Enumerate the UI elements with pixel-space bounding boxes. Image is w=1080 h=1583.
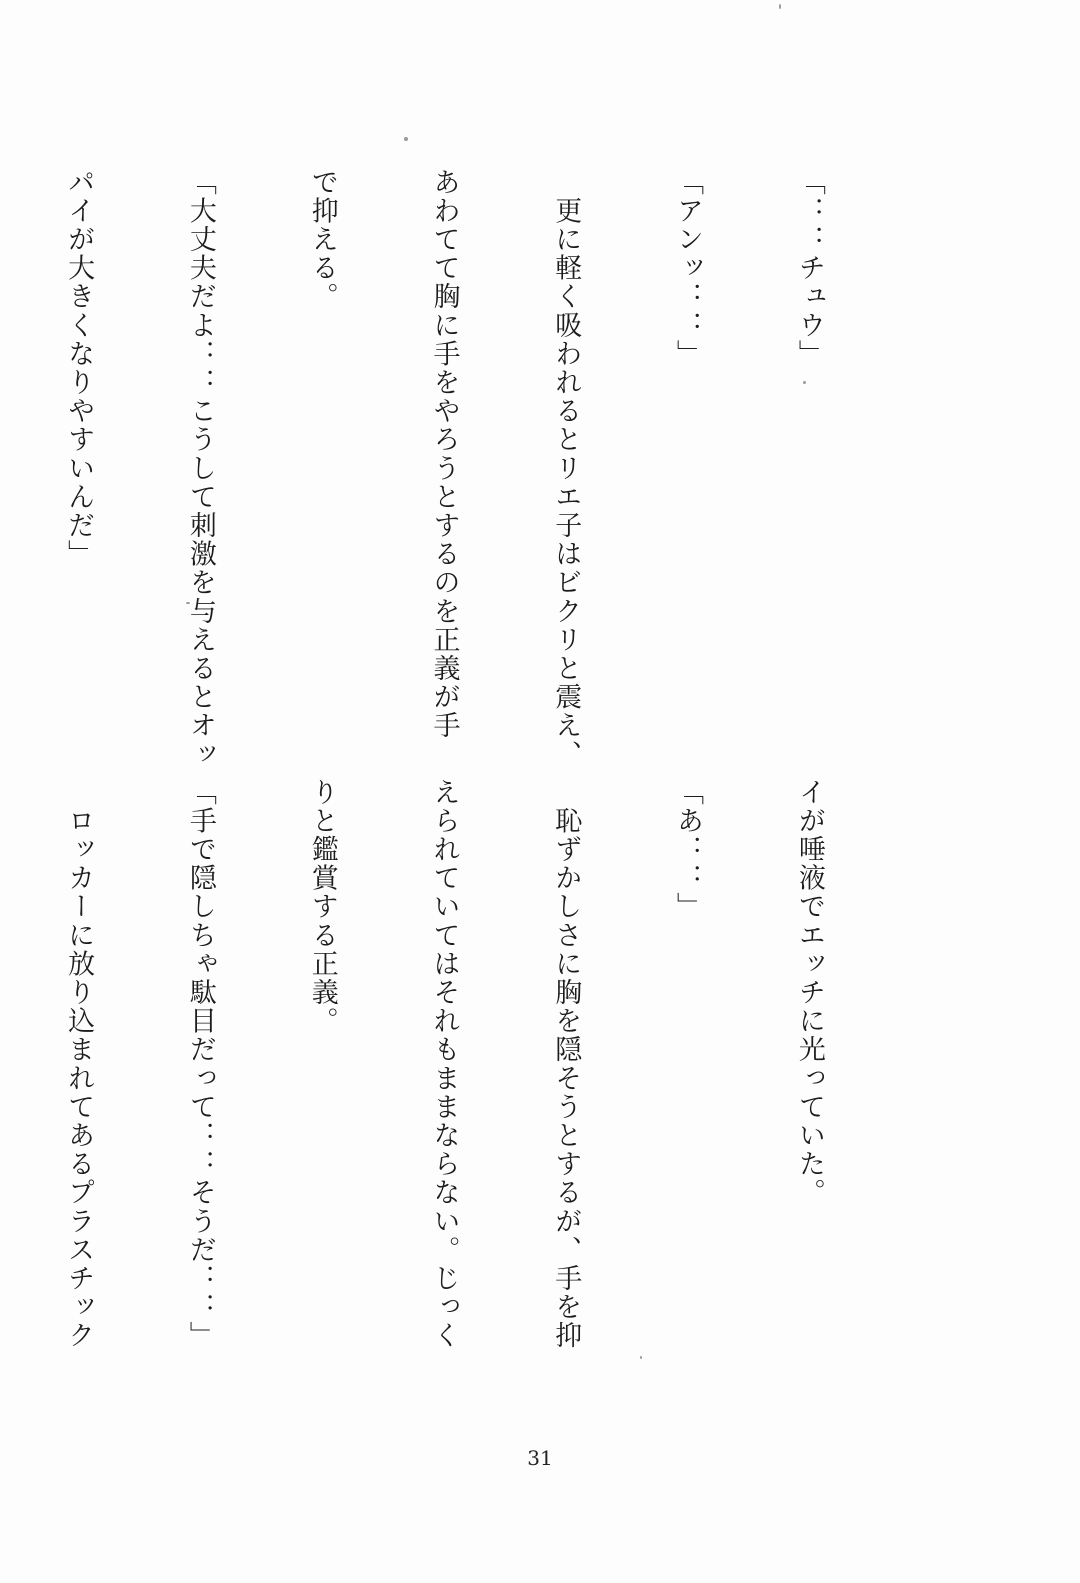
text-column: りと鑑賞する正義。 [306,778,338,1036]
text-column: 「アンッ：：」 [672,168,704,369]
text-column: 更に軽く吸われるとリエ子はビクリと震え、 [550,168,582,769]
text-column: 「あ：：」 [672,778,704,921]
text-column: えられていてはそれもままならない。じっく [428,778,460,1350]
text-column: 「手で隠しちゃ駄目だって：：そうだ：：」 [184,778,216,1350]
text-column: パイが大きくなりやすいんだ」 [63,168,95,569]
speck-bottom [640,1356,642,1359]
text-column: あわてて胸に手をやろうとするのを正義が手 [428,168,460,740]
text-column: イが唾液でエッチに光っていた。 [793,778,825,1207]
text-column: 「大丈夫だよ：：こうして刺激を与えるとオッ [184,168,216,769]
lower-text-block [0,778,910,1350]
text-column: 恥ずかしさに胸を隠そうとするが、手を抑 [550,778,582,1350]
page-number: 31 [527,1446,553,1470]
text-column: ロッカーに放り込まれてあるプラスチック [63,778,95,1350]
speck-mid-left [404,137,408,141]
text-column: で抑える。 [306,168,338,311]
text-column: 「：：チュウ」 [793,168,825,369]
speck-top [779,4,781,9]
upper-text-block [0,168,910,769]
